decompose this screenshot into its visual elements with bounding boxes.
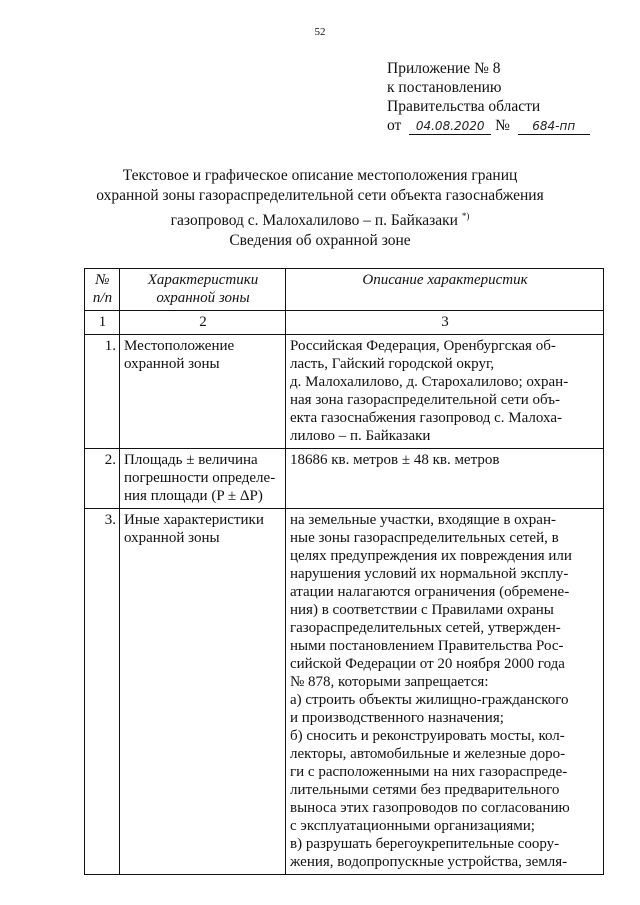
desc-line: нарушения условий их нормальной эксплу- — [290, 566, 569, 582]
desc-line: и производственного назначения; — [290, 710, 504, 726]
label-line: ния площади (P ± ΔP) — [124, 488, 263, 504]
header-row — [85, 269, 604, 311]
desc-line: 18686 кв. метров ± 48 кв. метров — [290, 452, 500, 468]
desc-line: ная зона газораспределительной сети объ- — [290, 392, 561, 408]
label-line: охранной зоны — [124, 356, 220, 372]
desc-line: газораспределительных сетей, утвержден- — [290, 620, 561, 636]
index-cell: 3 — [286, 311, 604, 335]
label-line: Иные характеристики — [124, 512, 264, 528]
appendix-line-2: к постановлению — [387, 79, 502, 96]
desc-line: д. Малохалилово, д. Старохалилово; охран- — [290, 374, 569, 390]
row-description — [286, 449, 604, 509]
desc-line: на земельные участки, входящие в охран- — [290, 512, 556, 528]
index-cell: 1 — [85, 311, 120, 335]
index-cell: 2 — [120, 311, 286, 335]
desc-line: атации налагаются ограничения (обремене- — [290, 584, 570, 600]
footnote-mark: *) — [461, 211, 470, 221]
header-number-line: № — [95, 272, 110, 288]
desc-line: ными постановлением Правительства Рос- — [290, 638, 564, 654]
title-line-3-wrap — [90, 206, 550, 231]
desc-line: лекторы, автомобильные и железные доро- — [290, 746, 566, 762]
table-row — [85, 449, 604, 509]
section-subtitle: Сведения об охранной зоне — [229, 232, 411, 249]
desc-line: ги с расположенными на них газораспреде- — [290, 764, 568, 780]
appendix-date-row — [387, 116, 590, 135]
label-line: Местоположение — [124, 338, 235, 354]
row-description — [286, 509, 604, 875]
row-label — [120, 335, 286, 449]
desc-line: лительными сетями без предварительного — [290, 782, 560, 798]
page-number: 52 — [314, 26, 326, 38]
handwritten-date: 04.08.2020 — [409, 118, 491, 135]
desc-line: выноса этих газопроводов по согласованию — [290, 800, 570, 816]
desc-line: ния) в соответствии с Правилами охраны — [290, 602, 554, 618]
header-number-line: п/п — [92, 290, 113, 306]
desc-line: № 878, которыми запрещается: — [290, 674, 489, 690]
label-line: погрешности определе- — [124, 470, 276, 486]
number-prefix: № — [495, 117, 510, 134]
desc-line: сийской Федерации от 20 ноября 2000 года — [290, 656, 565, 672]
header-characteristic — [120, 269, 286, 311]
table-row — [85, 509, 604, 875]
row-number: 1. — [85, 335, 120, 449]
desc-line: в) разрушать берегоукрепительные соору- — [290, 836, 560, 852]
title-line-3: газопровод с. Малохалилово – п. Байказаки — [170, 212, 458, 230]
document-title — [90, 166, 550, 231]
header-number — [85, 269, 120, 311]
row-number: 3. — [85, 509, 120, 875]
title-line-2: охранной зоны газораспределительной сети объекта газоснабжения — [96, 187, 544, 204]
desc-line: лилово – п. Байказаки — [290, 428, 431, 444]
desc-line: екта газоснабжения газопровод с. Малоха- — [290, 410, 562, 426]
handwritten-number: 684-пп — [518, 118, 590, 135]
row-label — [120, 509, 286, 875]
desc-line: ласть, Гайский городской округ, — [290, 356, 495, 372]
header-description: Описание характеристик — [286, 269, 604, 311]
date-prefix: от — [387, 117, 402, 134]
header-characteristic-line: охранной зоны — [156, 290, 250, 306]
row-label — [120, 449, 286, 509]
desc-line: а) строить объекты жилищно-гражданского — [290, 692, 569, 708]
table-row — [85, 335, 604, 449]
desc-line: целях предупреждения их повреждения или — [290, 548, 572, 564]
desc-line: б) сносить и реконструировать мосты, кол- — [290, 728, 565, 744]
row-number: 2. — [85, 449, 120, 509]
title-line-1: Текстовое и графическое описание местоположения границ — [122, 167, 518, 184]
desc-line: Российская Федерация, Оренбургская об- — [290, 338, 556, 354]
header-characteristic-line: Характеристики — [147, 272, 259, 288]
appendix-line-1: Приложение № 8 — [387, 60, 501, 77]
index-row — [85, 311, 604, 335]
appendix-block — [387, 59, 590, 135]
desc-line: с эксплуатационными организациями; — [290, 818, 535, 834]
protection-zone-table — [84, 268, 604, 875]
row-description — [286, 335, 604, 449]
label-line: охранной зоны — [124, 530, 220, 546]
desc-line: жения, водопропускные устройства, земля- — [290, 854, 568, 870]
appendix-line-3: Правительства области — [387, 98, 541, 115]
label-line: Площадь ± величина — [124, 452, 258, 468]
desc-line: ные зоны газораспределительных сетей, в — [290, 530, 559, 546]
